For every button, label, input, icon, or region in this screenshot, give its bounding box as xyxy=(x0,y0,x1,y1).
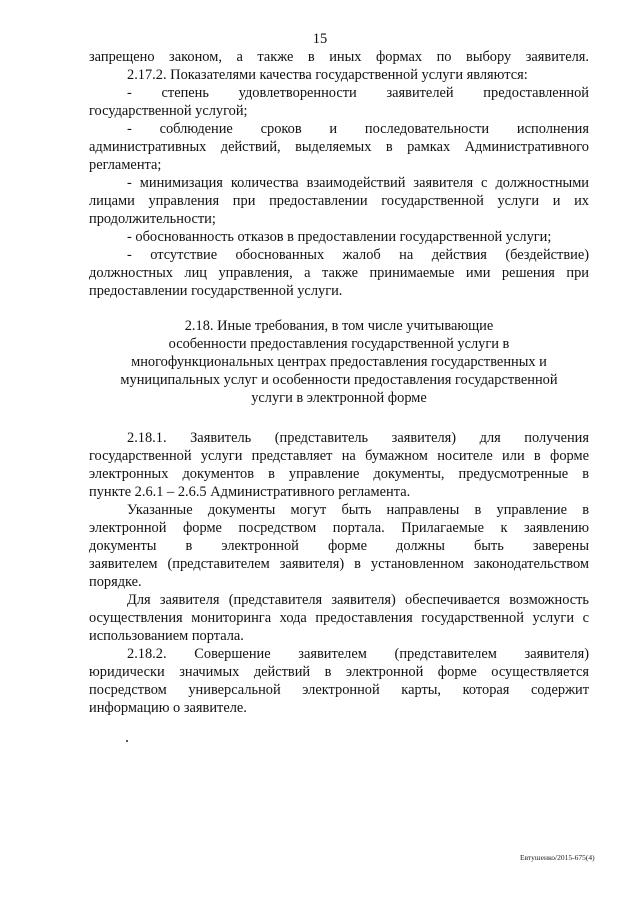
page-number: 15 xyxy=(312,31,328,47)
list-item-line: - обоснованность отказов в предоставлении государственной услуги; xyxy=(127,229,552,245)
paragraph-line: заявителем (представителем заявителя) в установленном законодательством xyxy=(89,556,589,572)
section-heading-line: многофункциональных центрах предоставления государственных и xyxy=(131,354,547,370)
list-item-line: - степень удовлетворенности заявителей предоставленной xyxy=(127,85,589,101)
list-item-line: административных действий, выделяемых в рамках Административного xyxy=(89,139,589,155)
list-item-line: - отсутствие обоснованных жалоб на действия (бездействие) xyxy=(127,247,589,263)
paragraph-line: пункте 2.6.1 – 2.6.5 Административного регламента. xyxy=(89,484,411,500)
paragraph-2-17-2: 2.17.2. Показателями качества государственной услуги являются: xyxy=(127,67,528,83)
paragraph-line: документы в электронной форме должны быть заверены xyxy=(89,538,589,554)
footer-reference: Евтушенко/2015-675(4) xyxy=(520,853,595,862)
paragraph-line: государственной услуги представляет на бумажном носителе или в форме xyxy=(89,448,589,464)
paragraph-line: юридически значимых действий в электронной форме осуществляется xyxy=(89,664,589,680)
paragraph-line: Для заявителя (представителя заявителя) обеспечивается возможность xyxy=(127,592,589,608)
stray-mark xyxy=(126,740,128,742)
paragraph-line: запрещено законом, а также в иных формах по выбору заявителя. xyxy=(89,49,589,65)
section-heading-line: услуги в электронной форме xyxy=(251,390,427,406)
paragraph-line: 2.18.1. Заявитель (представитель заявителя) для получения xyxy=(127,430,589,446)
list-item-line: - минимизация количества взаимодействий заявителя с должностными xyxy=(127,175,589,191)
paragraph-line: использованием портала. xyxy=(89,628,244,644)
list-item-line: регламента; xyxy=(89,157,162,173)
list-item-line: предоставлении государственной услуги. xyxy=(89,283,343,299)
list-item-line: лицами управления при предоставлении государственной услуги и их xyxy=(89,193,589,209)
paragraph-line: электронной форме посредством портала. Прилагаемые к заявлению xyxy=(89,520,589,536)
document-body xyxy=(89,48,589,717)
list-item-line: - соблюдение сроков и последовательности исполнения xyxy=(127,121,589,137)
list-item-line: государственной услугой; xyxy=(89,103,248,119)
paragraph-line: Указанные документы могут быть направлены в управление в xyxy=(127,502,589,518)
paragraph-line: информацию о заявителе. xyxy=(89,700,247,716)
section-heading-line: особенности предоставления государственной услуги в xyxy=(168,336,510,352)
paragraph-line: 2.18.2. Совершение заявителем (представителем заявителя) xyxy=(127,646,589,662)
list-item-line: продолжительности; xyxy=(89,211,216,227)
paragraph-line: осуществления мониторинга хода предоставления государственной услуги с xyxy=(89,610,589,626)
paragraph-line: порядке. xyxy=(89,574,142,590)
list-item-line: должностных лиц управления, а также принимаемые ими решения при xyxy=(89,265,589,281)
section-heading-line: 2.18. Иные требования, в том числе учитывающие xyxy=(184,318,494,334)
section-heading-line: муниципальных услуг и особенности предоставления государственной xyxy=(120,372,558,388)
paragraph-line: посредством универсальной электронной карты, которая содержит xyxy=(89,682,589,698)
paragraph-line: электронных документов в управление документы, предусмотренные в xyxy=(89,466,589,482)
